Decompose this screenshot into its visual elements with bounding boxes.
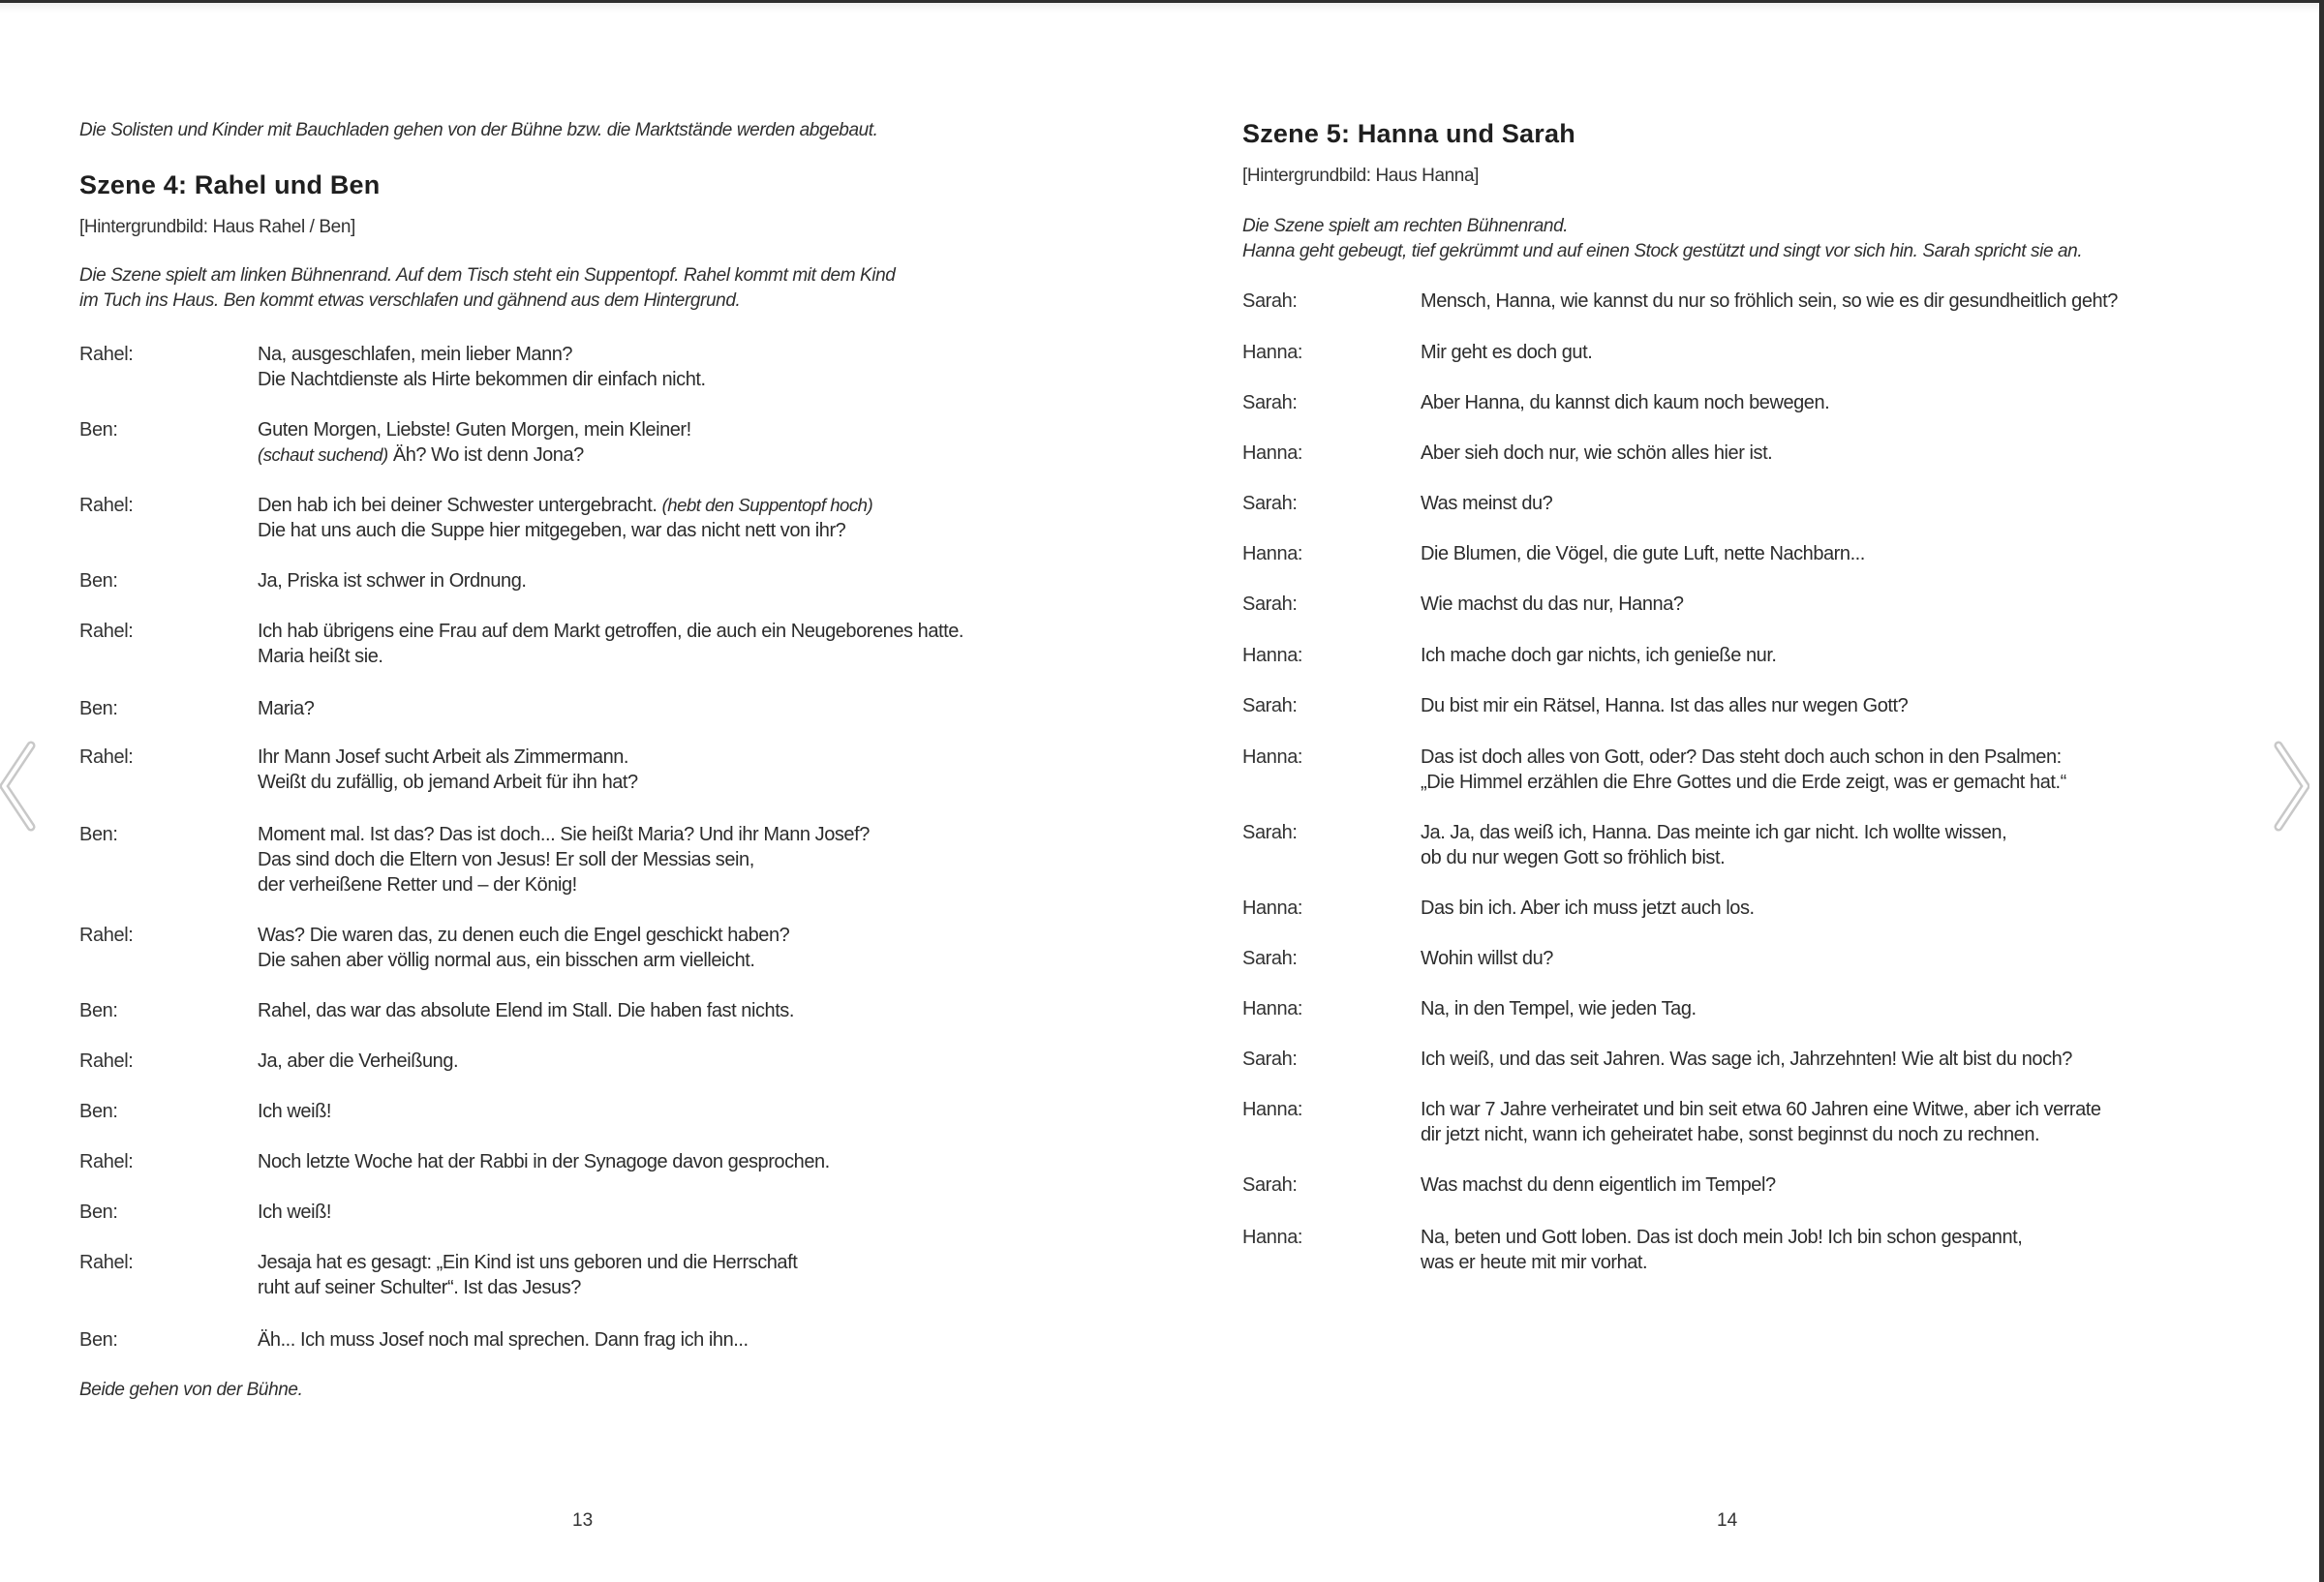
dialogue-text: Das sind doch die Eltern von Jesus! Er soll der Messias sein, <box>258 849 754 870</box>
dialogue-line: Noch letzte Woche hat der Rabbi in der Synagoge davon gesprochen. <box>258 1151 830 1172</box>
dialogue-line: Das bin ich. Aber ich muss jetzt auch los. <box>1421 897 1755 919</box>
dialogue-line <box>258 342 706 392</box>
scene-description-line: im Tuch ins Haus. Ben kommt etwas verschlafen und gähnend aus dem Hintergrund. <box>79 290 741 311</box>
speaker-label: Hanna: <box>1242 897 1303 919</box>
scene-title: Szene 4: Rahel und Ben <box>79 170 381 199</box>
dialogue-line: Die Blumen, die Vögel, die gute Luft, nette Nachbarn... <box>1421 543 1865 564</box>
next-page-button[interactable] <box>2271 738 2309 835</box>
dialogue-line: Rahel, das war das absolute Elend im Stall. Die haben fast nichts. <box>258 1000 794 1021</box>
dialogue-line <box>258 1250 797 1300</box>
stage-direction-inline: (hebt den Suppentopf hoch) <box>661 495 873 515</box>
speaker-label: Rahel: <box>79 1151 134 1172</box>
dialogue-text: was er heute mit mir vorhat. <box>1421 1252 1648 1273</box>
dialogue-text: Jesaja hat es gesagt: „Ein Kind ist uns geboren und die Herrschaft <box>258 1252 798 1273</box>
speaker-label: Rahel: <box>79 621 134 642</box>
dialogue-line: Aber Hanna, du kannst dich kaum noch bewegen. <box>1421 392 1830 413</box>
dialogue-line: Mensch, Hanna, wie kannst du nur so fröhlich sein, so wie es dir gesundheitlich geht? <box>1421 290 2118 312</box>
dialogue-line <box>258 923 789 973</box>
dialogue-text: Ich war 7 Jahre verheiratet und bin seit etwa 60 Jahren eine Witwe, aber ich verrate <box>1421 1099 2101 1120</box>
dialogue-text: Guten Morgen, Liebste! Guten Morgen, mein Kleiner! <box>258 419 691 441</box>
scene-description <box>1242 214 2082 264</box>
dialogue-line: Maria? <box>258 698 315 719</box>
speaker-label: Hanna: <box>1242 342 1303 363</box>
dialogue-text: der verheißene Retter und – der König! <box>258 874 577 896</box>
scene-description-line: Hanna geht gebeugt, tief gekrümmt und auf einen Stock gestützt und singt vor sich hin. Sarah spricht sie an. <box>1242 241 2083 261</box>
speaker-label: Ben: <box>79 570 118 592</box>
dialogue-line: Du bist mir ein Rätsel, Hanna. Ist das alles nur wegen Gott? <box>1421 695 1909 716</box>
speaker-label: Hanna: <box>1242 1227 1303 1248</box>
speaker-label: Rahel: <box>79 925 134 946</box>
dialogue-text: Weißt du zufällig, ob jemand Arbeit für ihn hat? <box>258 772 638 793</box>
speaker-label: Ben: <box>79 419 118 441</box>
page-number: 13 <box>572 1510 594 1531</box>
dialogue-text <box>258 493 872 518</box>
dialogue-text-fragment: Den hab ich bei deiner Schwester untergebracht. <box>258 495 662 516</box>
dialogue-text: Die hat uns auch die Suppe hier mitgegeben, war das nicht nett von ihr? <box>258 520 846 541</box>
speaker-label: Sarah: <box>1242 948 1298 969</box>
dialogue-line: Was meinst du? <box>1421 493 1553 514</box>
speaker-label: Hanna: <box>1242 543 1303 564</box>
dialogue-line <box>258 493 872 543</box>
dialogue-line: Äh... Ich muss Josef noch mal sprechen. Dann frag ich ihn... <box>258 1329 749 1351</box>
speaker-label: Sarah: <box>1242 822 1298 843</box>
dialogue-text: ob du nur wegen Gott so fröhlich bist. <box>1421 847 1726 868</box>
speaker-label: Sarah: <box>1242 593 1298 615</box>
speaker-label: Rahel: <box>79 1252 134 1273</box>
intro-stage-direction: Die Solisten und Kinder mit Bauchladen gehen von der Bühne bzw. die Marktstände werden abgebaut. <box>79 120 878 140</box>
background-note: [Hintergrundbild: Haus Rahel / Ben] <box>79 217 355 237</box>
dialogue-line: Mir geht es doch gut. <box>1421 342 1593 363</box>
dialogue-line <box>258 417 691 468</box>
dialogue-line: Ich weiß! <box>258 1101 331 1122</box>
dialogue-text: Das ist doch alles von Gott, oder? Das steht doch auch schon in den Psalmen: <box>1421 746 2062 768</box>
speaker-label: Rahel: <box>79 344 134 365</box>
speaker-label: Ben: <box>79 1101 118 1122</box>
chevron-left-icon <box>0 738 39 835</box>
dialogue-line: Ich weiß! <box>258 1202 331 1223</box>
stage-direction-inline: (schaut suchend) <box>258 444 388 465</box>
dialogue-text: „Die Himmel erzählen die Ehre Gottes und die Erde zeigt, was er gemacht hat.“ <box>1421 772 2066 793</box>
dialogue-text: Na, beten und Gott loben. Das ist doch mein Job! Ich bin schon gespannt, <box>1421 1227 2023 1248</box>
dialogue-line <box>258 745 638 795</box>
speaker-label: Hanna: <box>1242 1099 1303 1120</box>
page-14 <box>1162 0 2319 1582</box>
window-right-border <box>2319 0 2324 1582</box>
dialogue-line: Wohin willst du? <box>1421 948 1553 969</box>
scene-description-line: Die Szene spielt am linken Bühnenrand. Auf dem Tisch steht ein Suppentopf. Rahel kommt mit dem Kind <box>79 265 896 286</box>
speaker-label: Sarah: <box>1242 493 1298 514</box>
speaker-label: Hanna: <box>1242 442 1303 464</box>
dialogue-line: Ja, Priska ist schwer in Ordnung. <box>258 570 527 592</box>
speaker-label: Ben: <box>79 1000 118 1021</box>
dialogue-line <box>1421 1225 2022 1275</box>
dialogue-text <box>258 442 691 468</box>
dialogue-line: Ich mache doch gar nichts, ich genieße nur. <box>1421 645 1777 666</box>
speaker-label: Ben: <box>79 698 118 719</box>
dialogue-line: Ich weiß, und das seit Jahren. Was sage ich, Jahrzehnten! Wie alt bist du noch? <box>1421 1049 2072 1070</box>
speaker-label: Rahel: <box>79 495 134 516</box>
dialogue-text: Maria heißt sie. <box>258 646 383 667</box>
dialogue-text-fragment: Äh? Wo ist denn Jona? <box>387 444 584 466</box>
speaker-label: Sarah: <box>1242 392 1298 413</box>
speaker-label: Rahel: <box>79 1050 134 1072</box>
dialogue-line: Na, in den Tempel, wie jeden Tag. <box>1421 998 1697 1019</box>
speaker-label: Hanna: <box>1242 645 1303 666</box>
dialogue-text: Ich hab übrigens eine Frau auf dem Markt getroffen, die auch ein Neugeborenes hatte. <box>258 621 963 642</box>
dialogue-text: Ihr Mann Josef sucht Arbeit als Zimmermann. <box>258 746 629 768</box>
speaker-label: Sarah: <box>1242 1174 1298 1196</box>
speaker-label: Ben: <box>79 1329 118 1351</box>
speaker-label: Sarah: <box>1242 1049 1298 1070</box>
page-number: 14 <box>1717 1510 1738 1531</box>
chevron-right-icon <box>2271 738 2309 835</box>
speaker-label: Sarah: <box>1242 290 1298 312</box>
speaker-label: Ben: <box>79 1202 118 1223</box>
background-note: [Hintergrundbild: Haus Hanna] <box>1242 166 1479 186</box>
dialogue-text: Moment mal. Ist das? Das ist doch... Sie heißt Maria? Und ihr Mann Josef? <box>258 824 870 845</box>
dialogue-line <box>258 619 963 669</box>
dialogue-text: ruht auf seiner Schulter“. Ist das Jesus? <box>258 1277 581 1298</box>
speaker-label: Hanna: <box>1242 746 1303 768</box>
closing-stage-direction: Beide gehen von der Bühne. <box>79 1380 303 1400</box>
dialogue-line: Ja, aber die Verheißung. <box>258 1050 459 1072</box>
speaker-label: Sarah: <box>1242 695 1298 716</box>
dialogue-line: Was machst du denn eigentlich im Tempel? <box>1421 1174 1776 1196</box>
dialogue-line: Wie machst du das nur, Hanna? <box>1421 593 1684 615</box>
scene-title: Szene 5: Hanna und Sarah <box>1242 119 1575 148</box>
dialogue-text: Was? Die waren das, zu denen euch die Engel geschickt haben? <box>258 925 790 946</box>
dialogue-text: Die Nachtdienste als Hirte bekommen dir einfach nicht. <box>258 369 706 390</box>
speaker-label: Ben: <box>79 824 118 845</box>
dialogue-line: Aber sieh doch nur, wie schön alles hier ist. <box>1421 442 1773 464</box>
dialogue-text: dir jetzt nicht, wann ich geheiratet habe, sonst beginnst du noch zu rechnen. <box>1421 1124 2040 1145</box>
dialogue-text: Die sahen aber völlig normal aus, ein bisschen arm vielleicht. <box>258 950 755 971</box>
speaker-label: Rahel: <box>79 746 134 768</box>
speaker-label: Hanna: <box>1242 998 1303 1019</box>
dialogue-line <box>1421 1097 2101 1147</box>
scene-description <box>79 263 895 314</box>
scene-description-line: Die Szene spielt am rechten Bühnenrand. <box>1242 216 1569 236</box>
dialogue-line <box>1421 820 2006 870</box>
dialogue-text: Na, ausgeschlafen, mein lieber Mann? <box>258 344 573 365</box>
dialogue-line <box>1421 745 2066 795</box>
previous-page-button[interactable] <box>0 738 39 835</box>
dialogue-line <box>258 822 870 897</box>
dialogue-text: Ja. Ja, das weiß ich, Hanna. Das meinte ich gar nicht. Ich wollte wissen, <box>1421 822 2007 843</box>
